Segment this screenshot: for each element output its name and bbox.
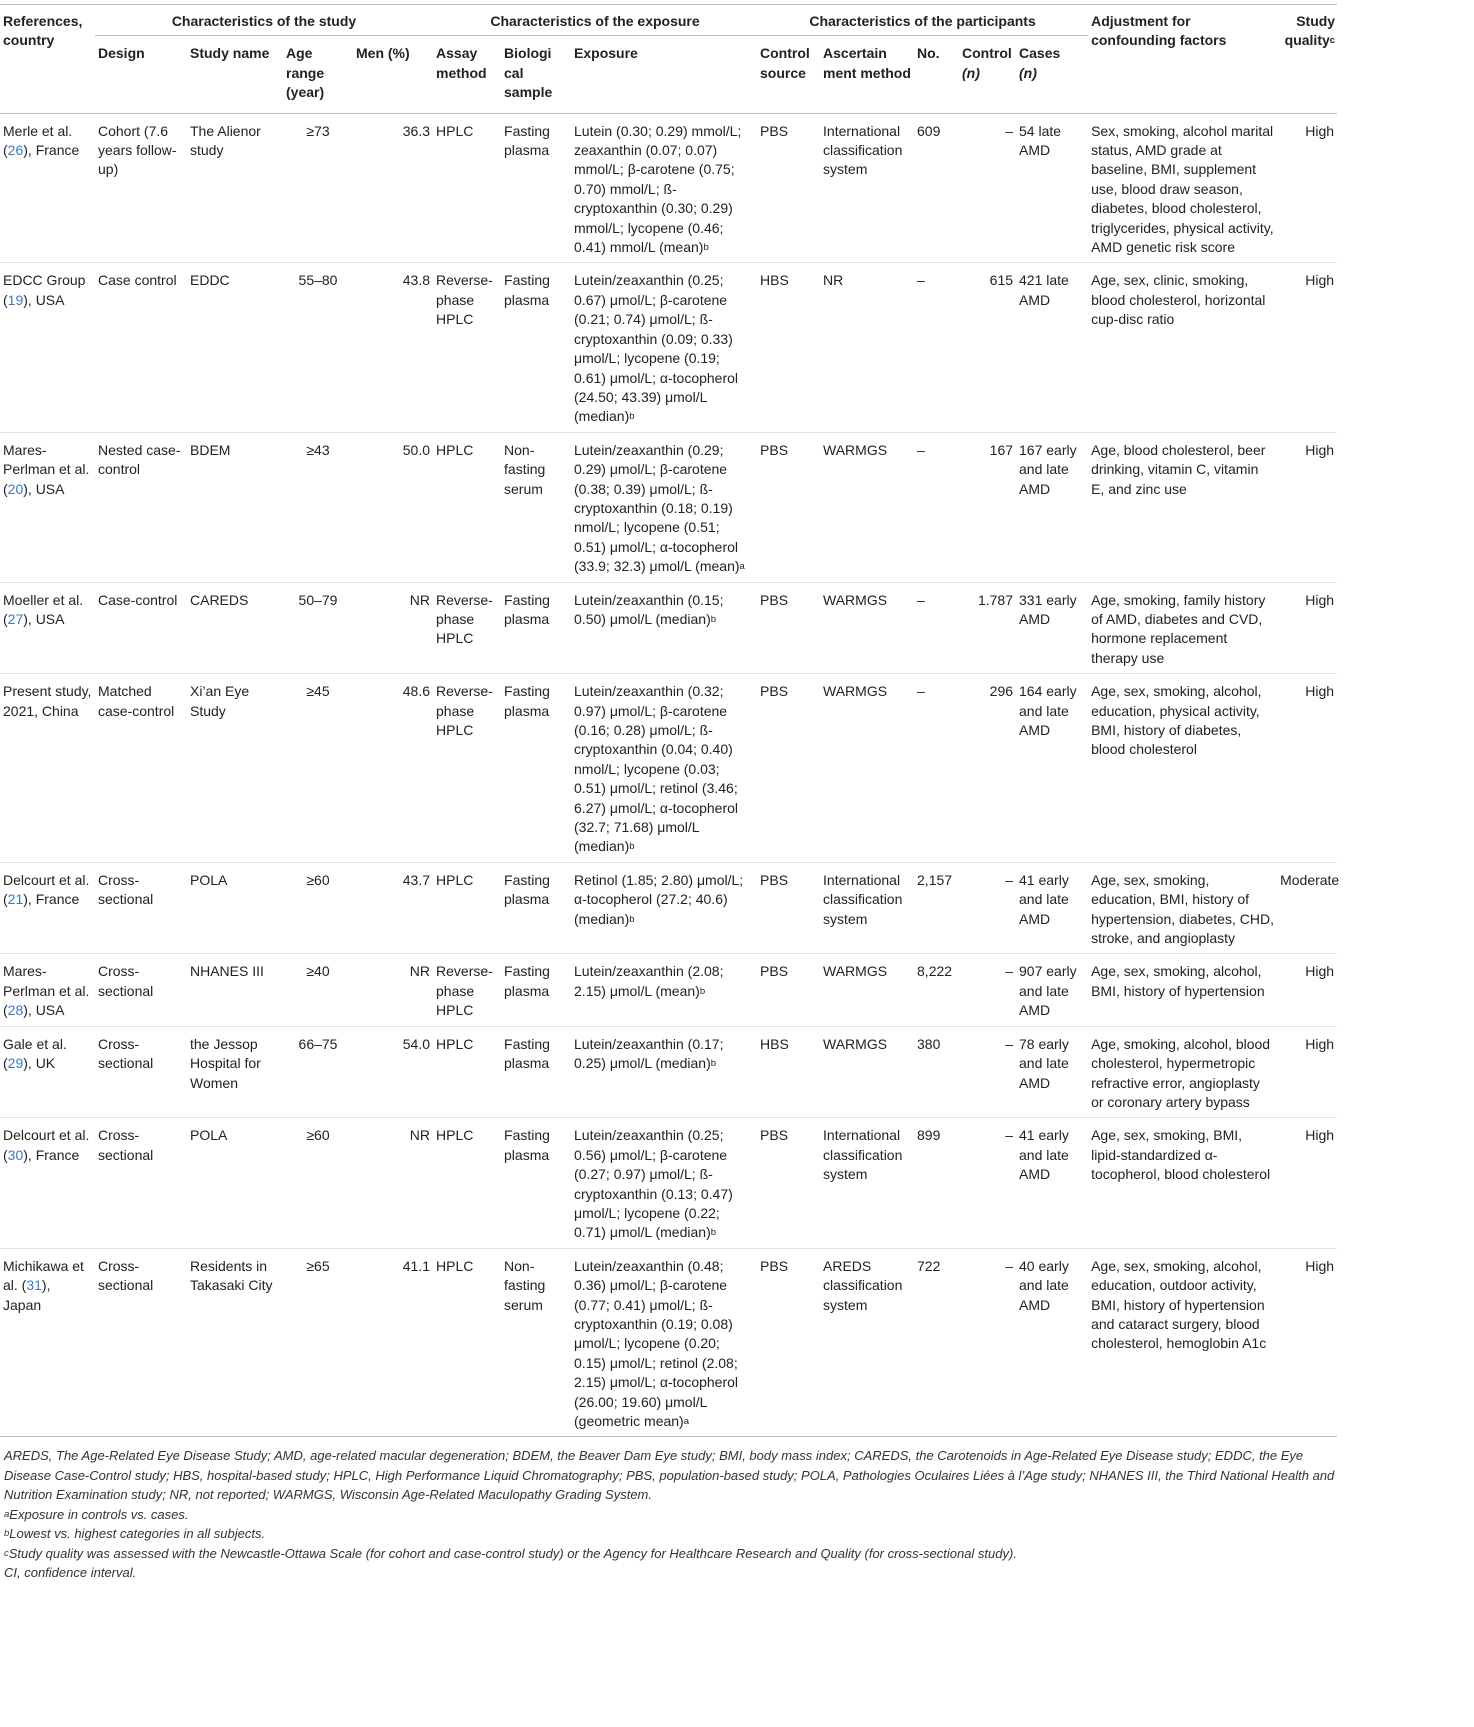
exposure-footnote-mark: b [703,242,709,254]
cell-cases: 331 early AMD [1019,591,1077,627]
note-a [4,1505,1339,1525]
header-assay: Assay method [433,36,501,113]
reference-country: ), USA [23,291,65,308]
cell-adjustment: Age, smoking, family history of AMD, diabetes and CVD, hormone replacement therapy use [1091,591,1266,666]
cell-ascertainment: WARMGS [823,1035,888,1052]
cell-control-source: PBS [760,1127,789,1144]
cell-control: – [1005,1127,1014,1144]
cell-control-source: PBS [760,1257,789,1274]
exposure-text: Lutein (0.30; 0.29) mmol/L; zeaxanthin (0.07; 0.07) mmol/L; β-carotene (0.75; 0.70) mmol/L; ß-cryptoxanthin (0.30; 0.29) mmol/L; lycopene (0.46; 0.41) mmol/L (mean) [574,122,742,256]
cell-design: Nested case-control [98,441,181,478]
cell-sample: Fasting plasma [504,122,550,159]
cell-adjustment: Age, sex, smoking, education, BMI, history of hypertension, diabetes, CHD, stroke, and angioplasty [1091,871,1274,947]
cell-assay: Reverse-phase HPLC [436,591,493,647]
note-c [4,1544,1339,1564]
note-ci: CI, confidence interval. [4,1565,137,1581]
reference-text: Mares-Perlman et al. ( [3,963,90,1019]
cell-men: 43.7 [402,871,431,888]
cell-age-range: 66–75 [298,1035,338,1052]
reference-country: ), France [23,1146,80,1163]
cell-sample: Fasting plasma [504,1035,550,1072]
reference-text: Moeller et al. ( [3,591,84,627]
exposure-text: Retinol (1.85; 2.80) μmol/L; α-tocopherol (27.2; 40.6) (median) [574,871,744,927]
reference-country: ), France [23,142,80,159]
exposure-text: Lutein/zeaxanthin (0.48; 0.36) μmol/L; β-carotene (0.77; 0.41) μmol/L; ß-cryptoxanthin (0.19; 0.08) μmol/L; lycopene (0.20; 0.15) μmol/L; retinol (2.08; 2.15) μmol/L; α-tocopherol (26.00; 19.60) μmol/L (geometric mean) [574,1257,739,1429]
header-exposure: Exposure [571,36,757,113]
cell-reference [0,674,95,863]
characteristics-table [0,4,1340,1437]
header-study-group: Characteristics of the study [95,5,433,36]
reference-link[interactable]: 27 [7,610,24,627]
cell-study-name: BDEM [190,441,231,458]
cell-ascertainment: WARMGS [823,683,888,700]
cell-adjustment: Age, sex, clinic, smoking, blood cholesterol, horizontal cup-disc ratio [1091,272,1266,328]
note-a-text: Exposure in controls vs. cases. [9,1506,189,1522]
cell-age-range: 55–80 [298,272,338,289]
cell-age-range: ≥73 [306,122,330,139]
cell-assay: HPLC [436,1127,474,1144]
cell-control: 615 [989,272,1014,289]
cell-men: 48.6 [402,683,431,700]
header-control-source: Control source [757,36,820,113]
cell-exposure [571,954,757,1026]
cell-design: Cross-sectional [98,1035,154,1072]
cell-no: 2,157 [917,871,953,888]
cell-exposure [571,1026,757,1118]
header-cases-n-label: (n) [1019,64,1037,81]
cell-assay: Reverse-phase HPLC [436,272,493,328]
cell-sample: Fasting plasma [504,591,550,627]
cell-assay: HPLC [436,1035,474,1052]
reference-country: ), UK [23,1055,56,1072]
cell-assay: HPLC [436,441,474,458]
cell-design: Case-control [98,591,178,608]
cell-assay: Reverse-phase HPLC [436,683,493,738]
cell-reference [0,582,95,674]
cell-study-name: POLA [190,871,228,888]
cell-adjustment: Age, smoking, alcohol, blood cholesterol, hypermetropic refractive error, angioplasty or coronary artery bypass [1091,1035,1271,1110]
header-men: Men (%) [353,36,433,113]
cell-sample: Non-fasting serum [504,441,546,497]
exposure-footnote-mark: a [683,1416,690,1427]
cell-ascertainment: WARMGS [823,963,888,980]
cell-control-source: PBS [760,871,789,888]
cell-no: 609 [917,122,941,139]
cell-design: Cross-sectional [98,1127,154,1163]
cell-study-name: POLA [190,1127,228,1144]
cell-assay: HPLC [436,1257,474,1274]
header-quality-sup: c [1329,35,1336,47]
exposure-footnote-mark: b [710,613,717,625]
cell-no: – [917,441,925,458]
header-quality-label: Study quality [1284,13,1336,49]
cell-control-source: HBS [760,1035,789,1052]
cell-no: 380 [917,1035,941,1052]
cell-exposure [571,674,757,863]
header-quality [1277,5,1337,114]
cell-reference [0,954,95,1026]
reference-link[interactable]: 31 [26,1277,42,1294]
cell-adjustment: Age, sex, smoking, alcohol, education, outdoor activity, BMI, history of hypertension and cataract surgery, blood cholesterol, hemoglobin A1c [1091,1257,1267,1352]
table-row [0,954,1337,1026]
cell-design: Cohort (7.6 years follow-up) [98,122,177,178]
exposure-footnote-mark: b [710,1058,717,1070]
note-a-sup: a [4,1508,10,1520]
cell-cases: 907 early and late AMD [1019,963,1077,1019]
note-c-sup: c [4,1547,9,1559]
note-abbreviations: AREDS, The Age-Related Eye Disease Study; AMD, age-related macular degeneration; BDEM, the Beaver Dam Eye study; BMI, body mass index; CAREDS, the Carotenoids in Age-Related Eye Disease study; EDDC, the Eye Disease Case-Control study; HBS, hospital-based study; HPLC, High Performance Liquid Chromatography; PBS, population-based study; POLA, Pathologies Oculaires Liées à l’Age study; NHANES III, the Third National Health and Nutrition Examination study; NR, not reported; WARMGS, Wisconsin Age-Related Maculopathy Grading System. [4,1448,1335,1503]
cell-quality: High [1305,963,1335,980]
reference-link[interactable]: 21 [7,891,24,908]
cell-no: – [917,683,925,700]
cell-cases: 40 early and late AMD [1019,1257,1069,1313]
reference-country: ), Japan [3,1277,51,1313]
cell-reference [0,862,95,954]
header-row-groups [0,5,1337,36]
header-control-n-label: (n) [962,64,980,81]
cell-assay: Reverse-phase HPLC [436,963,493,1019]
cell-men: 36.3 [402,122,431,139]
cell-control-source: HBS [760,272,789,289]
cell-control-source: PBS [760,963,789,980]
header-control-n [959,36,1016,113]
cell-age-range: ≥60 [306,871,330,888]
cell-assay: HPLC [436,122,474,139]
reference-text: Merle et al. ( [3,122,73,159]
reference-country: ), USA [23,610,65,627]
cell-no: – [917,272,925,289]
reference-link[interactable]: 20 [7,480,24,497]
cell-sample: Fasting plasma [504,683,550,719]
cell-reference [0,1248,95,1437]
cell-ascertainment: NR [823,272,844,289]
cell-adjustment: Sex, smoking, alcohol marital status, AMD grade at baseline, BMI, supplement use, blood draw season, diabetes, blood cholesterol, triglycerides, physical activity, AMD genetic risk score [1091,122,1274,256]
table-row [0,582,1337,674]
reference-text: Michikawa et al. ( [3,1257,84,1294]
cell-quality: Moderate [1280,871,1340,888]
cell-exposure [571,263,757,432]
cell-age-range: ≥65 [306,1257,330,1274]
cell-cases: 41 early and late AMD [1019,1127,1069,1183]
exposure-text: Lutein/zeaxanthin (0.15; 0.50) μmol/L (median) [574,591,724,627]
header-references: References, country [0,5,95,114]
cell-exposure [571,1248,757,1437]
cell-control: – [1005,1035,1014,1052]
cell-ascertainment: AREDS classification system [823,1257,903,1313]
exposure-text: Lutein/zeaxanthin (0.29; 0.29) μmol/L; β-carotene (0.38; 0.39) μmol/L; ß-cryptoxanthin (0.18; 0.19) nmol/L; lycopene (0.51; 0.51) μmol/L; α-tocopherol (33.9; 32.3) μmol/L (mean) [574,441,740,575]
exposure-footnote-mark: a [739,561,745,573]
header-study-name: Study name [187,36,283,113]
header-control-label: Control [962,45,1012,62]
table-row [0,113,1337,263]
cell-quality: High [1305,441,1335,458]
cell-reference [0,1118,95,1248]
cell-control-source: PBS [760,683,789,700]
header-design: Design [95,36,187,113]
cell-quality: High [1305,1257,1335,1274]
table-row [0,862,1337,954]
note-b-text: Lowest vs. highest categories in all subjects. [9,1526,266,1542]
table-row [0,432,1337,582]
reference-link[interactable]: 28 [7,1002,24,1019]
header-sample: Biologi cal sample [501,36,571,113]
cell-control-source: PBS [760,441,789,458]
cell-adjustment: Age, sex, smoking, BMI, lipid-standardized α-tocopherol, blood cholesterol [1091,1127,1271,1183]
cell-control: 296 [989,683,1014,700]
cell-age-range: ≥40 [306,963,330,980]
header-age-range: Age range (year) [283,36,353,113]
cell-men: 54.0 [402,1035,431,1052]
cell-design: Cross-sectional [98,963,154,999]
reference-link[interactable]: 26 [7,142,24,159]
cell-cases: 41 early and late AMD [1019,871,1069,927]
cell-control: – [1005,1257,1014,1274]
cell-study-name: EDDC [190,272,230,289]
table-row [0,1248,1337,1437]
cell-control: 167 [989,441,1014,458]
cell-men: NR [409,1127,431,1144]
cell-design: Matched case-control [98,683,175,719]
cell-control: 1.787 [977,591,1014,608]
exposure-footnote-mark: b [629,411,635,423]
exposure-footnote-mark: b [710,1227,717,1239]
reference-country: ), USA [23,480,65,497]
note-c-text: Study quality was assessed with the Newcastle-Ottawa Scale (for cohort and case-control study) or the Agency for Healthcare Research and Quality (for cross-sectional study). [8,1545,1017,1561]
exposure-footnote-mark: b [629,913,635,925]
cell-age-range: ≥60 [306,1127,330,1144]
cell-ascertainment: WARMGS [823,441,888,458]
reference-link[interactable]: 29 [7,1055,24,1072]
header-exposure-group: Characteristics of the exposure [433,5,757,36]
cell-quality: High [1305,272,1335,289]
cell-design: Cross-sectional [98,1257,154,1294]
cell-reference [0,1026,95,1118]
cell-study-name: Residents in Takasaki City [190,1257,273,1294]
cell-no: 899 [917,1127,941,1144]
cell-age-range: 50–79 [298,591,338,608]
cell-adjustment: Age, blood cholesterol, beer drinking, vitamin C, vitamin E, and zinc use [1091,441,1266,497]
cell-study-name: CAREDS [190,591,249,608]
cell-quality: High [1305,1035,1335,1052]
header-adjustment: Adjustment for confounding factors [1088,5,1277,114]
table-row [0,1118,1337,1248]
note-b [4,1524,1339,1544]
reference-text: Gale et al. ( [3,1035,67,1072]
cell-exposure [571,862,757,954]
header-cases-label: Cases [1019,45,1061,62]
cell-ascertainment: International classification system [823,871,903,927]
header-ascertainment: Ascertain ment method [820,36,914,113]
cell-adjustment: Age, sex, smoking, alcohol, BMI, history of hypertension [1091,963,1265,999]
reference-text: Mares-Perlman et al. ( [3,441,90,497]
cell-study-name: The Alienor study [190,122,261,159]
cell-control: – [1005,871,1014,888]
table-row [0,674,1337,863]
cell-cases: 54 late AMD [1019,122,1062,159]
header-cases-n [1016,36,1088,113]
cell-men: 50.0 [402,441,431,458]
cell-men: NR [409,963,431,980]
cell-ascertainment: WARMGS [823,591,888,608]
reference-text: Present study, 2021, China [3,683,92,719]
note-b-sup: b [4,1528,10,1540]
header-no: No. [914,36,959,113]
exposure-text: Lutein/zeaxanthin (0.17; 0.25) μmol/L (median) [574,1035,724,1072]
cell-assay: HPLC [436,871,474,888]
cell-control: – [1005,122,1014,139]
cell-reference [0,432,95,582]
reference-text: Delcourt et al. ( [3,871,90,908]
cell-ascertainment: International classification system [823,122,903,178]
cell-age-range: ≥43 [306,441,330,458]
reference-link[interactable]: 19 [7,291,24,308]
table-body [0,113,1340,1437]
cell-men: NR [409,591,431,608]
cell-exposure [571,432,757,582]
reference-link[interactable]: 30 [7,1146,24,1163]
reference-text: EDCC Group ( [3,272,86,308]
cell-men: 43.8 [402,272,431,289]
table-row [0,263,1337,432]
table-row [0,1026,1337,1118]
cell-quality: High [1305,122,1335,139]
header-participants-group: Characteristics of the participants [757,5,1088,36]
cell-no: 722 [917,1257,941,1274]
cell-sample: Fasting plasma [504,871,550,908]
cell-no: – [917,591,925,608]
cell-quality: High [1305,683,1335,700]
cell-quality: High [1305,591,1335,608]
reference-country: ), France [23,891,80,908]
cell-reference [0,263,95,432]
cell-cases: 78 early and late AMD [1019,1035,1069,1091]
cell-sample: Fasting plasma [504,963,550,999]
cell-design: Cross-sectional [98,871,154,908]
cell-men: 41.1 [402,1257,431,1274]
reference-country: ), USA [23,1002,65,1019]
cell-sample: Non-fasting serum [504,1257,546,1313]
cell-ascertainment: International classification system [823,1127,903,1183]
cell-study-name: Xi’an Eye Study [190,683,250,719]
cell-study-name: NHANES III [190,963,264,980]
cell-exposure [571,113,757,263]
table-notes [0,1437,1339,1583]
exposure-footnote-mark: b [699,985,706,997]
cell-cases: 167 early and late AMD [1019,441,1077,497]
cell-no: 8,222 [917,963,953,980]
cell-control: – [1005,963,1014,980]
cell-exposure [571,582,757,674]
exposure-text: Lutein/zeaxanthin (0.25; 0.67) μmol/L; β-carotene (0.21; 0.74) μmol/L; ß-cryptoxanthin (0.09; 0.33) μmol/L; lycopene (0.19; 0.61) μmol/L; α-tocopherol (24.50; 43.39) μmol/L (median) [574,272,739,425]
cell-reference [0,113,95,263]
exposure-text: Lutein/zeaxanthin (0.25; 0.56) μmol/L; β-carotene (0.27; 0.97) μmol/L; ß-cryptoxanthin (0.13; 0.47) μmol/L; lycopene (0.22; 0.71) μmol/L (median) [574,1127,733,1241]
exposure-footnote-mark: b [629,841,635,853]
cell-sample: Fasting plasma [504,1127,550,1163]
cell-exposure [571,1118,757,1248]
cell-cases: 164 early and late AMD [1019,683,1077,738]
exposure-text: Lutein/zeaxanthin (0.32; 0.97) μmol/L; β-carotene (0.16; 0.28) μmol/L; ß-cryptoxanthin (0.04; 0.40) nmol/L; lycopene (0.03; 0.51) μmol/L; retinol (3.46; 6.27) μmol/L; α-tocopherol (32.7; 71.68) μmol/L (median) [574,683,739,855]
cell-quality: High [1305,1127,1335,1144]
cell-cases: 421 late AMD [1019,272,1069,308]
cell-age-range: ≥45 [306,683,330,700]
cell-adjustment: Age, sex, smoking, alcohol, education, physical activity, BMI, history of diabetes, blood cholesterol [1091,683,1262,758]
cell-control-source: PBS [760,591,789,608]
cell-control-source: PBS [760,122,789,139]
cell-sample: Fasting plasma [504,272,550,308]
cell-study-name: the Jessop Hospital for Women [190,1035,261,1091]
reference-text: Delcourt et al. ( [3,1127,90,1163]
cell-design: Case control [98,272,177,289]
exposure-text: Lutein/zeaxanthin (2.08; 2.15) μmol/L (mean) [574,963,724,999]
